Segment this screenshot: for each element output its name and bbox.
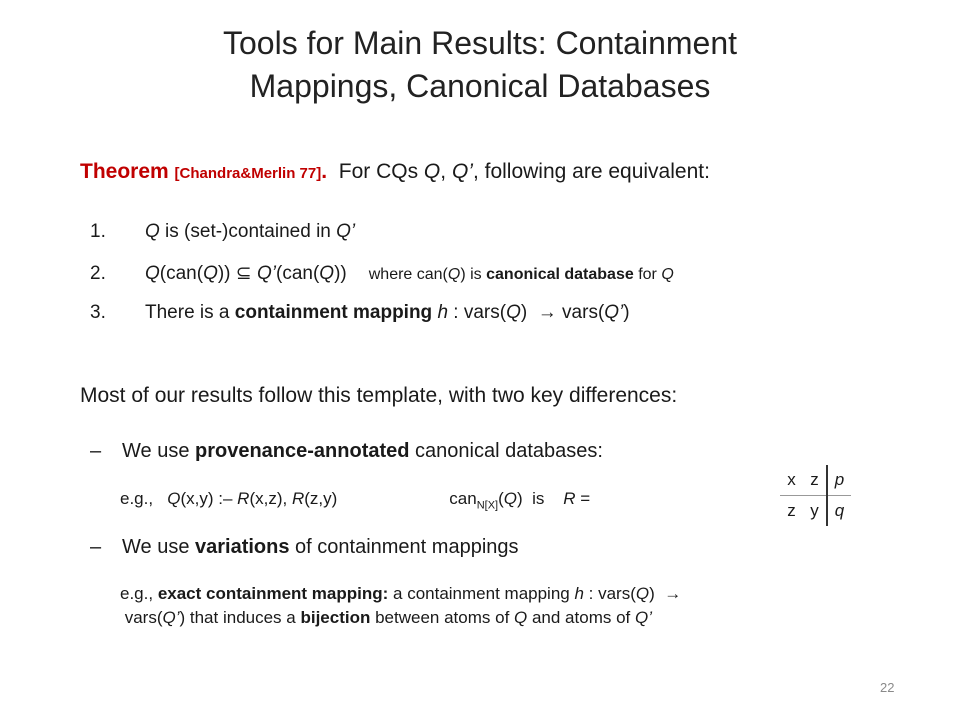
- item-var: h: [432, 302, 449, 323]
- eg-var: R: [563, 489, 576, 508]
- item-text: )) ⊆: [217, 263, 257, 284]
- item-text: (can(: [159, 263, 204, 284]
- where-clause: [369, 266, 674, 283]
- item-text: where can(: [368, 266, 448, 283]
- item-var: Q’: [604, 302, 624, 323]
- eg-var: Q: [635, 584, 650, 603]
- item-text: ): [520, 302, 538, 323]
- theorem-text-a: For CQs: [327, 160, 424, 183]
- eg-text: vars(: [120, 608, 163, 627]
- theorem-statement: [80, 160, 710, 184]
- item-text: ) is: [460, 266, 487, 283]
- title-line-2: Mappings, Canonical Databases: [249, 68, 711, 104]
- title-line-1: Tools for Main Results: Containment: [223, 25, 737, 61]
- item-text: ): [623, 302, 630, 323]
- item-var: Q: [661, 266, 674, 283]
- eg-text: : vars(: [583, 584, 636, 603]
- eg-var: R: [291, 489, 305, 508]
- item-number: 1.: [90, 221, 106, 242]
- annotation-cell: p: [827, 465, 851, 496]
- eg-var: Q’: [634, 608, 652, 627]
- eg-text: (x,z),: [249, 489, 292, 508]
- list-item-1: [90, 221, 355, 243]
- table-cell: y: [803, 496, 827, 527]
- bullet-text: We use: [122, 440, 195, 462]
- annotation-cell: q: [834, 501, 845, 520]
- theorem-comma: ,: [440, 160, 452, 183]
- theorem-qp: Q’: [451, 160, 473, 183]
- eg-var: h: [574, 584, 584, 603]
- eg-text: can: [449, 489, 477, 508]
- theorem-q: Q: [423, 160, 441, 183]
- containment-mapping-term: containment mapping: [234, 302, 433, 323]
- theorem-text-b: , following are equivalent:: [472, 160, 710, 183]
- table-cell: x: [780, 465, 803, 496]
- list-item-2: [90, 262, 674, 285]
- bullet-bold: variations: [195, 536, 290, 558]
- item-var: Q: [145, 221, 160, 242]
- eg-text: ) is: [517, 489, 564, 508]
- eg-var: Q: [167, 489, 181, 508]
- theorem-word: Theorem: [80, 160, 169, 183]
- bullet-bold: provenance-annotated: [195, 440, 410, 462]
- annotated-relation-table: [780, 465, 851, 526]
- example-2: [120, 582, 910, 630]
- eg-text: e.g.,: [120, 489, 168, 508]
- eg-subscript: N[X]: [476, 499, 499, 512]
- bullet-text: We use: [122, 536, 195, 558]
- eg-text: ): [649, 584, 665, 603]
- slide-title: [0, 22, 960, 108]
- item-number: 3.: [90, 302, 106, 323]
- item-text: )): [334, 263, 347, 284]
- item-var: Q: [203, 263, 218, 284]
- item-var: Q’: [336, 221, 356, 242]
- eg-text: ) that induces a: [179, 608, 301, 627]
- eg-var: R: [237, 489, 250, 508]
- item-number: 2.: [90, 263, 106, 284]
- template-note: Most of our results follow this template, with two key differences:: [80, 384, 678, 407]
- item-var: Q: [319, 263, 335, 284]
- eg-text: between atoms of: [370, 608, 515, 627]
- item-var: Q: [506, 302, 521, 323]
- item-text: for: [633, 266, 662, 283]
- item-text: There is a: [145, 302, 235, 323]
- bullet-2: [90, 536, 519, 559]
- eg-text: =: [575, 489, 591, 508]
- bijection-term: bijection: [300, 608, 371, 627]
- canonical-database-term: canonical database: [486, 266, 634, 283]
- bullet-1: [90, 440, 603, 463]
- item-text: vars(: [556, 302, 605, 323]
- item-var: Q’: [257, 263, 276, 284]
- table-row: [780, 496, 851, 527]
- eg-text: e.g.,: [120, 584, 158, 603]
- item-var: Q: [145, 263, 160, 284]
- eg-var: Q: [514, 608, 528, 627]
- page-number: 22: [880, 680, 895, 695]
- eg-var: Q’: [162, 608, 180, 627]
- item-var: Q: [447, 266, 461, 283]
- eg-var: Q: [503, 489, 517, 508]
- eg-text: (z,y): [304, 489, 338, 508]
- eg-text: (: [498, 489, 504, 508]
- arrow-icon: →: [537, 302, 557, 323]
- dash-bullet: –: [90, 440, 102, 462]
- table-row: [780, 465, 851, 496]
- arrow-icon: →: [664, 584, 682, 603]
- bullet-text: of containment mappings: [289, 536, 519, 558]
- example-1: [120, 489, 590, 511]
- eg-text: and atoms of: [527, 608, 635, 627]
- bullet-text: canonical databases:: [409, 440, 603, 462]
- list-item-3: [90, 302, 630, 324]
- eg-text: (x,y) :–: [180, 489, 238, 508]
- eg-text: a containment mapping: [388, 584, 575, 603]
- dash-bullet: –: [90, 536, 102, 558]
- table-cell: z: [787, 501, 796, 520]
- table-cell: z: [803, 465, 827, 496]
- exact-mapping-term: exact containment mapping:: [157, 584, 389, 603]
- item-text: is (set-)contained in: [159, 221, 337, 242]
- theorem-period: .: [321, 160, 328, 183]
- item-text: : vars(: [448, 302, 507, 323]
- theorem-citation: [Chandra&Merlin 77]: [174, 165, 322, 182]
- item-text: (can(: [276, 263, 320, 284]
